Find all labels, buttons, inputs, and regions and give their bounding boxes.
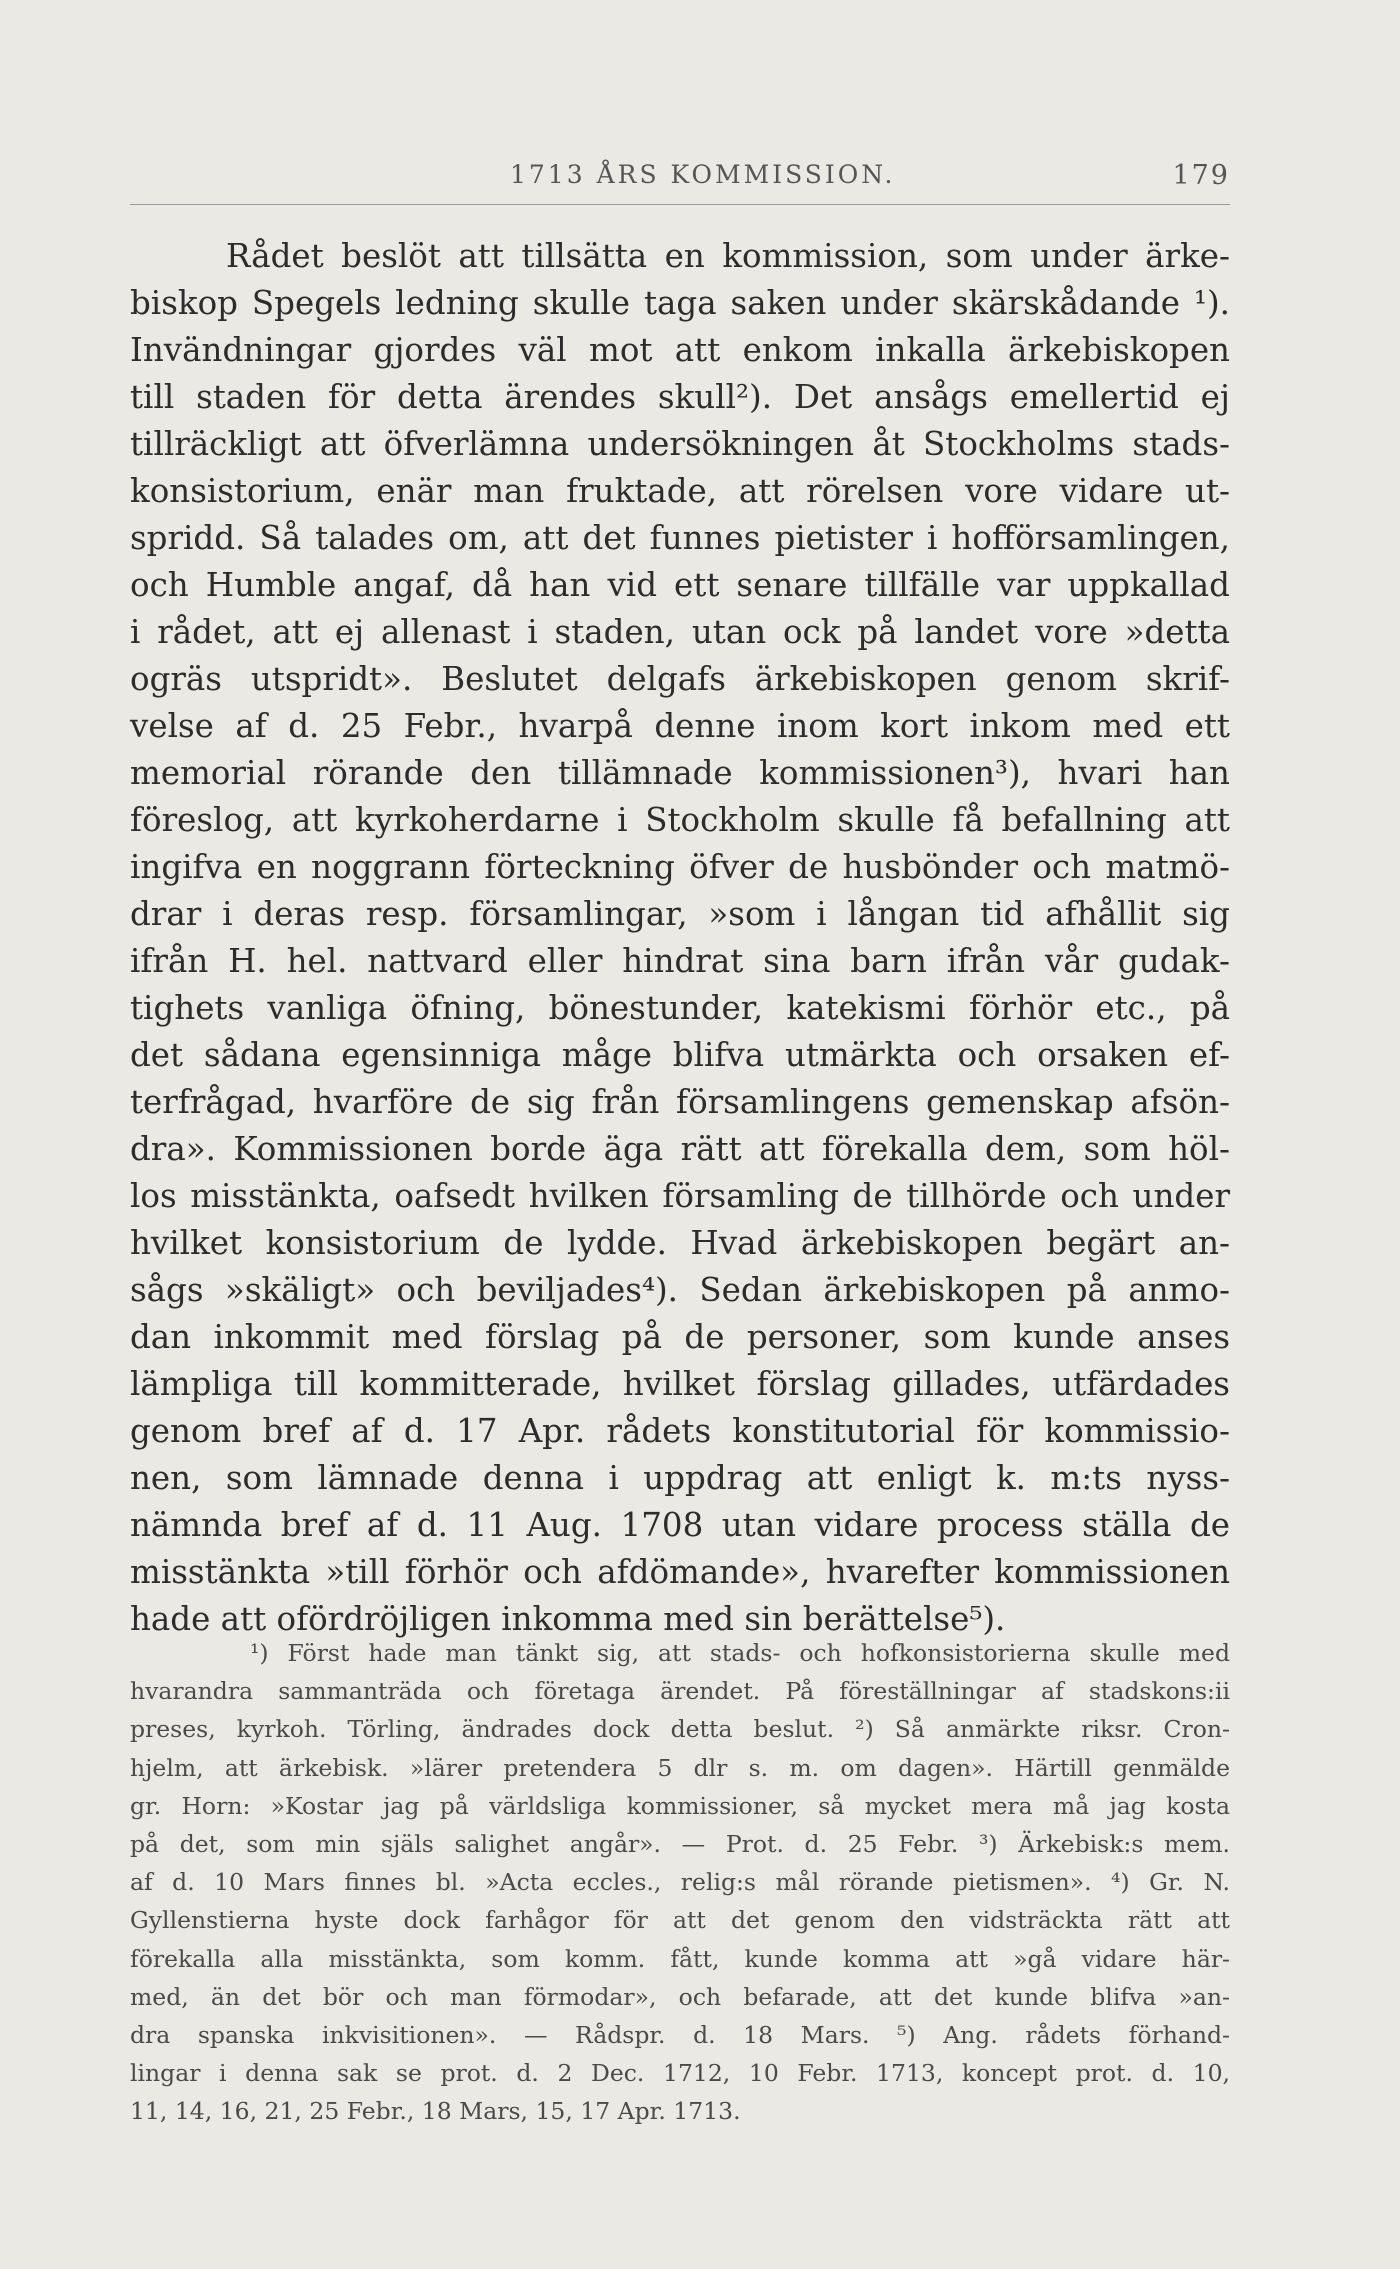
footnote-line: gr. Horn: »Kostar jag på världsliga kommissioner, så mycket mera må jag kosta — [130, 1791, 1230, 1820]
body-line: biskop Spegels ledning skulle taga saken under skärskådande ¹). — [130, 284, 1230, 322]
body-text — [130, 233, 1230, 1643]
body-line: dan inkommit med förslag på de personer, som kunde anses — [130, 1318, 1230, 1356]
body-line: lämpliga till kommitterade, hvilket förslag gillades, utfärdades — [130, 1365, 1230, 1403]
footnote-line: ¹) Först hade man tänkt sig, att stads- och hofkonsistorierna skulle med — [250, 1639, 1230, 1667]
body-line: terfrågad, hvarföre de sig från församlingens gemenskap afsön- — [130, 1083, 1230, 1121]
body-line: spridd. Så talades om, att det funnes pietister i hofförsamlingen, — [130, 519, 1230, 557]
footnote-line: Gyllenstierna hyste dock farhågor för att det genom den vidsträckta rätt att — [130, 1906, 1230, 1935]
footnote-line: dra spanska inkvisitionen». — Rådspr. d. 18 Mars. ⁵) Ang. rådets förhand- — [130, 2020, 1230, 2049]
body-line: drar i deras resp. församlingar, »som i långan tid afhållit sig — [130, 895, 1230, 933]
body-line: i rådet, att ej allenast i staden, utan ock på landet vore »detta — [130, 613, 1230, 651]
body-line: konsistorium, enär man fruktade, att rörelsen vore vidare ut- — [130, 472, 1230, 510]
body-line: velse af d. 25 Febr., hvarpå denne inom kort inkom med ett — [130, 707, 1230, 745]
running-title: 1713 ÅRS KOMMISSION. — [510, 160, 896, 189]
footnote-line: af d. 10 Mars finnes bl. »Acta eccles., relig:s mål rörande pietismen». ⁴) Gr. N. — [130, 1868, 1230, 1897]
body-line: ingifva en noggrann förteckning öfver de husbönder och matmö- — [130, 848, 1230, 886]
body-line: tillräckligt att öfverlämna undersökningen åt Stockholms stads- — [130, 425, 1230, 463]
footnote-line: preses, kyrkoh. Törling, ändrades dock detta beslut. ²) Så anmärkte riksr. Cron- — [130, 1715, 1230, 1744]
running-header — [130, 160, 1230, 206]
footnote-line: lingar i denna sak se prot. d. 2 Dec. 1712, 10 Febr. 1713, koncept prot. d. 10, — [130, 2059, 1230, 2088]
body-line: ogräs utspridt». Beslutet delgafs ärkebiskopen genom skrif- — [130, 660, 1230, 698]
body-line: Rådet beslöt att tillsätta en kommission, som under ärke- — [226, 237, 1230, 275]
body-line: tighets vanliga öfning, bönestunder, katekismi förhör etc., på — [130, 989, 1230, 1027]
footnote-line: hvarandra sammanträda och företaga ärendet. På föreställningar af stadskons:ii — [130, 1677, 1230, 1706]
body-line: misstänkta »till förhör och afdömande», hvarefter kommissionen — [130, 1553, 1230, 1591]
footnotes — [130, 1634, 1230, 2130]
footnote-line: hjelm, att ärkebisk. »lärer pretendera 5 dlr s. m. om dagen». Härtill genmälde — [130, 1753, 1230, 1782]
body-line: nämnda bref af d. 11 Aug. 1708 utan vidare process ställa de — [130, 1506, 1230, 1544]
body-line: hade att ofördröjligen inkomma med sin berättelse⁵). — [130, 1600, 1006, 1638]
footnote-line: på det, som min själs salighet angår». — Prot. d. 25 Febr. ³) Ärkebisk:s mem. — [130, 1829, 1230, 1858]
header-rule — [130, 204, 1230, 205]
body-line: Invändningar gjordes väl mot att enkom inkalla ärkebiskopen — [130, 331, 1230, 369]
body-line: till staden för detta ärendes skull²). Det ansågs emellertid ej — [130, 378, 1230, 416]
body-line: sågs »skäligt» och beviljades⁴). Sedan ärkebiskopen på anmo- — [130, 1271, 1230, 1309]
footnote-line: 11, 14, 16, 21, 25 Febr., 18 Mars, 15, 17 Apr. 1713. — [130, 2097, 741, 2126]
body-line: dra». Kommissionen borde äga rätt att förekalla dem, som höl- — [130, 1130, 1230, 1168]
body-line: memorial rörande den tillämnade kommissionen³), hvari han — [130, 754, 1230, 792]
body-line: och Humble angaf, då han vid ett senare tillfälle var uppkallad — [130, 566, 1230, 604]
body-line: föreslog, att kyrkoherdarne i Stockholm skulle få befallning att — [130, 801, 1230, 839]
body-line: det sådana egensinniga måge blifva utmärkta och orsaken ef- — [130, 1036, 1230, 1074]
body-line: nen, som lämnade denna i uppdrag att enligt k. m:ts nyss- — [130, 1459, 1230, 1497]
body-line: genom bref af d. 17 Apr. rådets konstitutorial för kommissio- — [130, 1412, 1230, 1450]
body-line: los misstänkta, oafsedt hvilken församling de tillhörde och under — [130, 1177, 1230, 1215]
body-line: hvilket konsistorium de lydde. Hvad ärkebiskopen begärt an- — [130, 1224, 1230, 1262]
page-number: 179 — [1172, 160, 1230, 191]
footnote-line: förekalla alla misstänkta, som komm. fått, kunde komma att »gå vidare här- — [130, 1944, 1230, 1973]
body-line: ifrån H. hel. nattvard eller hindrat sina barn ifrån vår gudak- — [130, 942, 1230, 980]
footnote-line: med, än det bör och man förmodar», och befarade, att det kunde blifva »an- — [130, 1982, 1230, 2011]
